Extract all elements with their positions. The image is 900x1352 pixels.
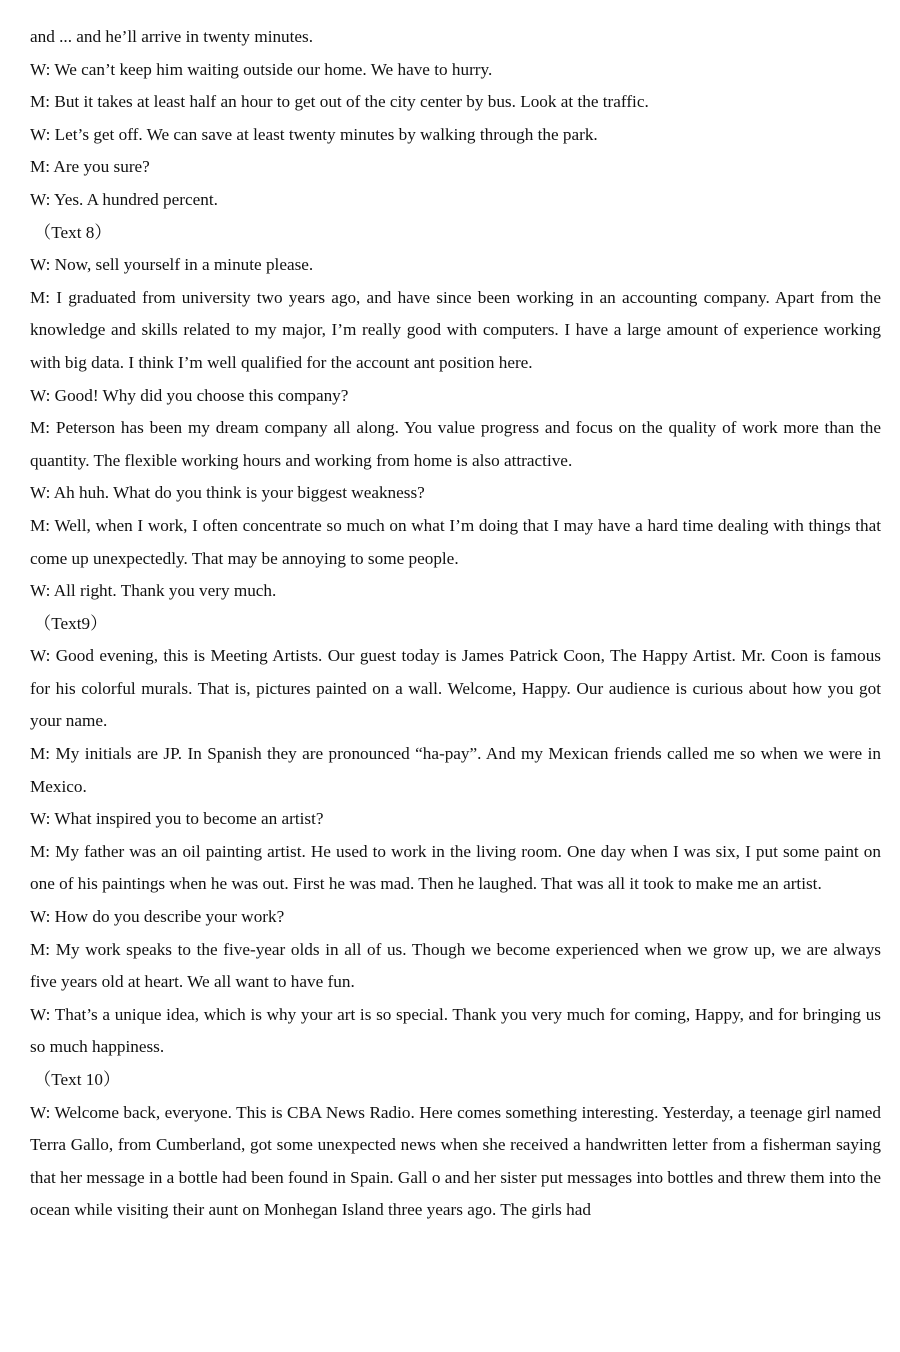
dialogue-line: W: Good evening, this is Meeting Artists. Our guest today is James Patrick Coon, The Happy Artist. Mr. Coon is famous for his colorful murals. That is, pictures painted on a wall. Welcome, Happy. Our audience is curious about how you got your name.	[30, 646, 881, 731]
dialogue-line: M: Are you sure?	[30, 157, 150, 177]
dialogue-line: and ... and he’ll arrive in twenty minutes.	[30, 27, 314, 46]
dialogue-line: M: My initials are JP. In Spanish they are pronounced “ha-pay”. And my Mexican friends called me so when we were in Mexico.	[30, 744, 881, 796]
dialogue-line: W: Yes. A hundred percent.	[30, 189, 218, 209]
dialogue-line: W: Good! Why did you choose this company?	[30, 385, 349, 405]
dialogue-line: W: That’s a unique idea, which is why your art is so special. Thank you very much for coming, Happy, and for bringing us so much happiness.	[30, 1004, 881, 1057]
dialogue-line: M: I graduated from university two years ago, and have since been working in an accounting company. Apart from the knowledge and skills related to my major, I’m really good with computers. I have a large amount of experience working with big data. I think I’m well qualified for the account ant position here.	[30, 287, 881, 372]
dialogue-line: M: My work speaks to the five-year olds in all of us. Though we become experienced when we grow up, we are always five years old at heart. We all want to have fun.	[30, 939, 881, 992]
dialogue-line: W: We can’t keep him waiting outside our home. We have to hurry.	[30, 59, 493, 79]
dialogue-line: W: Ah huh. What do you think is your biggest weakness?	[30, 483, 425, 503]
transcript-page	[30, 21, 881, 1227]
section-heading-text-10: （Text 10）	[34, 1070, 121, 1089]
dialogue-line: W: How do you describe your work?	[30, 907, 285, 927]
dialogue-line: M: My father was an oil painting artist. He used to work in the living room. One day when I was six, I put some paint on one of his paintings when he was out. First he was mad. Then he laughed. That was all it took to make me an artist.	[30, 841, 881, 894]
dialogue-line: W: Welcome back, everyone. This is CBA News Radio. Here comes something interesting. Yesterday, a teenage girl named Terra Gallo, from Cumberland, got some unexpected news when she received a handwritten letter from a fisherman saying that her message in a bottle had been found in Spain. Gall o and her sister put messages into bottles and threw them into the ocean while visiting their aunt on Monhegan Island three years ago. The girls had	[30, 1102, 881, 1220]
dialogue-line: M: Well, when I work, I often concentrate so much on what I’m doing that I may have a hard time dealing with things that come up unexpectedly. That may be annoying to some people.	[30, 515, 881, 568]
dialogue-line: M: But it takes at least half an hour to get out of the city center by bus. Look at the traffic.	[30, 92, 649, 112]
section-heading-text-8: （Text 8）	[34, 222, 112, 242]
section-heading-text-9: （Text9）	[34, 613, 108, 633]
dialogue-line: W: Let’s get off. We can save at least twenty minutes by walking through the park.	[30, 124, 598, 144]
dialogue-line: M: Peterson has been my dream company all along. You value progress and focus on the quality of work more than the quantity. The flexible working hours and working from home is also attractive.	[30, 418, 881, 470]
dialogue-line: W: What inspired you to become an artist?	[30, 809, 324, 829]
dialogue-line: W: All right. Thank you very much.	[30, 581, 277, 601]
dialogue-line: W: Now, sell yourself in a minute please.	[30, 255, 314, 275]
